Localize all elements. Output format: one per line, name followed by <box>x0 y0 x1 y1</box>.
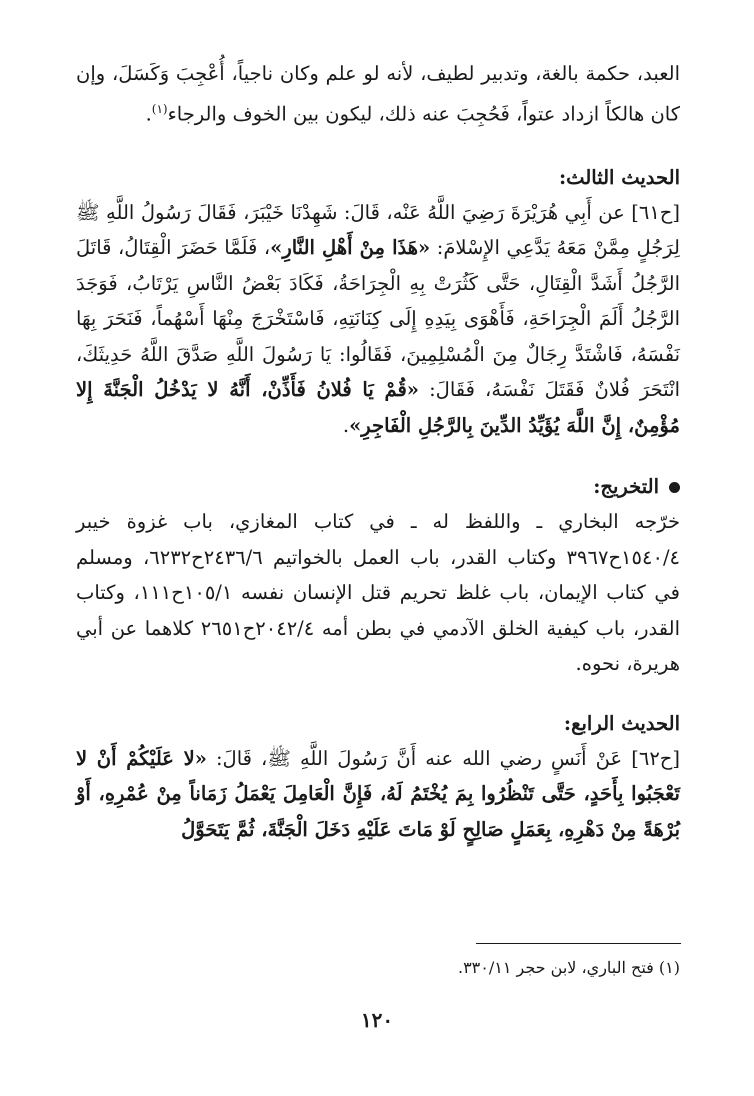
page-number: ١٢٠ <box>360 1008 394 1032</box>
page-body <box>76 56 680 847</box>
hadith3-end: . <box>342 413 350 437</box>
hadith3-quote2: «قُمْ يَا فُلانُ فَأَذِّنْ، أَنَّهُ لا يَدْخُلُ الْجَنَّةَ إِلا مُؤْمِنٌ، إِنَّ اللَّهَ يُؤَيِّدُ الدِّينَ بِالرَّجُلِ الْفَاجِرِ» <box>76 378 680 437</box>
hadith4-text <box>76 741 680 848</box>
hadith3-part1: [ح٦١] عن أَبِي هُرَيْرَةَ رَضِيَ اللَّهُ عَنْه، قَالَ: شَهِدْنَا خَيْبَرَ، فَقَالَ رَسُولُ اللَّهِ ﷺ لِرَجُلٍ مِمَّنْ مَعَهُ يَدَّعِي الإِسْلامَ: <box>76 200 680 259</box>
intro-end: . <box>145 102 152 125</box>
takhrij-heading <box>76 469 680 504</box>
hadith3-heading: الحديث الثالث: <box>558 165 680 189</box>
intro-text: العبد، حكمة بالغة، وتدبير لطيف، لأنه لو علم وكان ناجياً، أُعْجِبَ وَكَسَلَ، وإن كان هالكاً ازداد عتواً، فَحُجِبَ عنه ذلك، ليكون بين الخوف والرجاء <box>76 62 680 125</box>
hadith3-quote1: «هَذَا مِنْ أَهْلِ النَّارِ» <box>270 236 431 259</box>
hadith3-part2: ، فَلَمَّا حَضَرَ الْقِتَالُ، قَاتَلَ الرَّجُلُ أَشَدَّ الْقِتَالِ، حَتَّى كَثُرَتْ بِهِ الْجِرَاحَةُ، فَكَادَ بَعْضُ النَّاسِ يَرْتَابُ، فَوَجَدَ الرَّجُلُ أَلَمَ الْجِرَاحَةِ، فَأَهْوَى بِيَدِهِ إِلَى كِنَانَتِهِ، فَاسْتَخْرَجَ مِنْهَا أَسْهُماً، فَنَحَرَ بِهَا نَفْسَهُ، فَاشْتَدَّ رِجَالٌ مِنَ الْمُسْلِمِينَ، فَقَالُوا: يَا رَسُولَ اللَّهِ صَدَّقَ اللَّهُ حَدِيثَكَ، انْتَحَرَ فُلانٌ فَقَتَلَ نَفْسَهُ، فَقَالَ: <box>76 236 680 401</box>
hadith3-text <box>76 195 680 444</box>
footnote-ref[interactable]: (١) <box>151 101 168 116</box>
takhrij-text: خرّجه البخاري ـ واللفظ له ـ في كتاب المغازي، باب غزوة خيبر ١٥٤٠/٤ح٣٩٦٧ وكتاب القدر، باب العمل بالخواتيم ٢٤٣٦/٦ح٦٢٣٢، ومسلم في كتاب الإيمان، باب غلظ تحريم قتل الإنسان نفسه ١٠٥/١ح١١١، وكتاب القدر، باب كيفية الخلق الآدمي في بطن أمه ٢٠٤٢/٤ح٢٦٥١ كلاهما عن أبي هريرة، نحوه. <box>76 510 680 675</box>
takhrij-heading-label: التخريج: <box>593 475 659 498</box>
hadith4-part1: [ح٦٢] عَنْ أَنَسٍ رضي الله عنه أَنَّ رَسُولَ اللَّهِ ﷺ، قَالَ: <box>215 746 680 770</box>
hadith4-heading: الحديث الرابع: <box>563 711 680 735</box>
intro-paragraph <box>76 56 680 132</box>
bullet-icon <box>669 482 680 493</box>
hadith4-quote: «لا عَلَيْكُمْ أَنْ لا تَعْجَبُوا بِأَحَدٍ، حَتَّى تَنْظُرُوا بِمَ يُخْتَمُ لَهُ، فَإِنَّ الْعَامِلَ يَعْمَلُ زَمَاناً مِنْ عُمْرِهِ، أَوْ بُرْهَةً مِنْ دَهْرِهِ، بِعَمَلٍ صَالِحٍ لَوْ مَاتَ عَلَيْهِ دَخَلَ الْجَنَّةَ، ثُمَّ يَتَحَوَّلُ <box>76 746 680 841</box>
footnote-divider <box>476 943 681 944</box>
footnote: (١) فتح الباري، لابن حجر ٣٣٠/١١. <box>457 958 680 977</box>
